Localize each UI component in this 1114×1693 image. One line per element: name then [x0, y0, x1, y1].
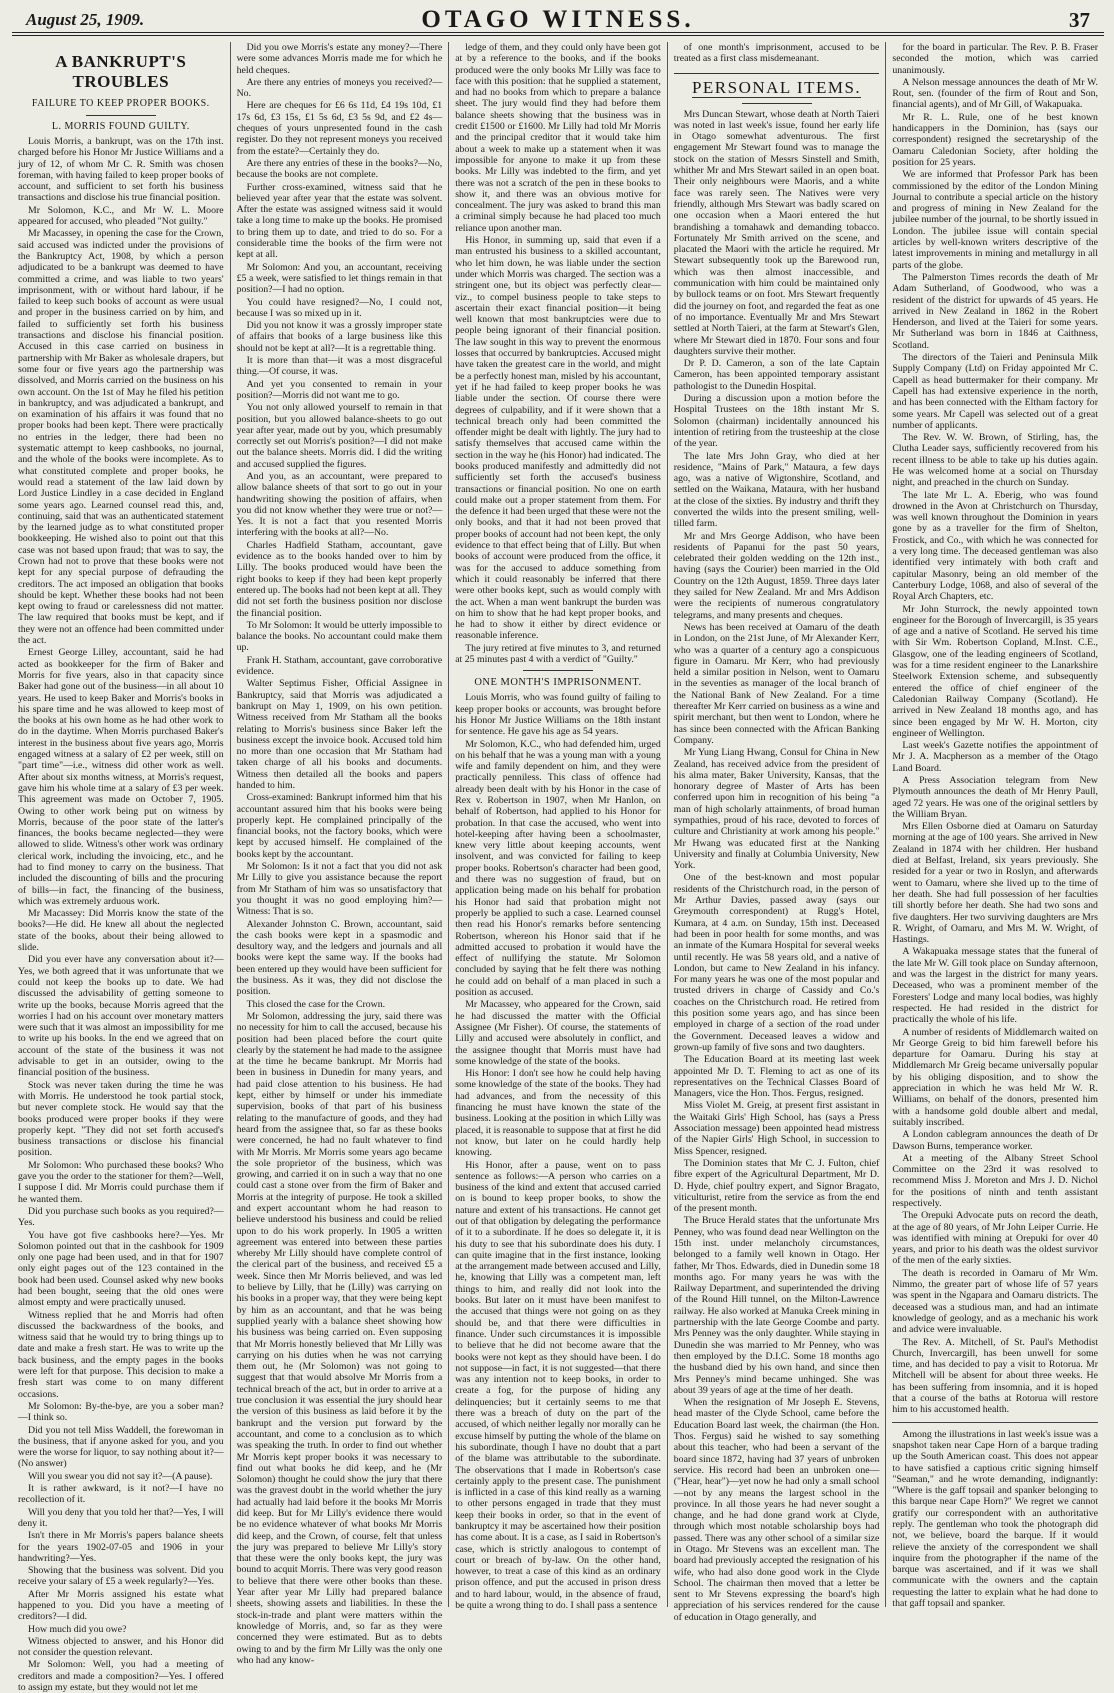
paragraph: After Mr Morris assigned his estate what happened to you. Did you have a meeting of creditors?—I did. — [18, 1588, 224, 1623]
masthead — [12, 6, 1104, 33]
divider — [86, 115, 156, 116]
paragraph: The Orepuki Advocate puts on record the death, at the age of 80 years, of Mr John Leiper Currie. He was identified with mining at Orepuki for over 40 years, and prior to his death was the oldest survivor of the men of the early sixties. — [892, 1210, 1098, 1267]
paragraph: The Rev. A. Mitchell, of St. Paul's Methodist Church, Invercargill, has been unwell for some time, and has decided to pay a visit to Rotorua. Mr Mitchell will be absent for about three weeks. He has been suffering from insomnia, and it is hoped that a course of the baths at Rotorua will restore him to his accustomed health. — [892, 1336, 1098, 1416]
newspaper-title: OTAGO WITNESS. — [421, 6, 695, 33]
paragraph: At a meeting of the Albany Street School Committee on the 23rd it was resolved to recommend Miss J. Moreton and Mrs J. D. Nichol for the positions of ninth and tenth assistant respectively. — [892, 1152, 1098, 1209]
paragraph: The death is recorded in Oamaru of Mr Wm. Nimmo, the greater part of whose life of 57 years was spent in the Ngapara and Oamaru districts. The deceased was a studious man, and had an intimate knowledge of geology, and as a mechanic his work and advice were invaluable. — [892, 1267, 1098, 1336]
paragraph: Mr Solomon: Is it not a fact that you did not ask Mr Lilly to give you assistance because the report from Mr Statham of him was so unsatisfactory that you thought it was no good employing him?—Witness: That is so. — [236, 861, 443, 918]
paragraph: for the board in particular. The Rev. P. B. Fraser seconded the motion, which was carried unanimously. — [892, 42, 1098, 76]
paragraph: The late Mr L. A. Eberig, who was found drowned in the Avon at Christchurch on Thursday, was well known throughout the Dominion in years gone by as a traveller for the firm of Shelton, Frostick, and Co., with which he was connected for a very long time. The deceased gentleman was also identified very intimately with both craft and capitular Masonry, being an old member of the Canterbury Lodge, 1068, and also of several of the Royal Arch Chapters, etc. — [892, 489, 1098, 603]
section-heading-text: PERSONAL ITEMS. — [691, 77, 862, 97]
paragraph: Louis Morris, who was found guilty of failing to keep proper books or accounts, was brought before his Honor Mr Justice Williams on the 18th instant for sentence. He gave his age as 54 years. — [455, 692, 661, 738]
paragraph: Will you swear you did not say it?—(A pause). — [28, 1470, 213, 1482]
paragraph: A Wakapuaka message states that the funeral of the late Mr W. Gill took place on Sunday afternoon, and was the largest in the district for many years. Deceased, who was a prominent member of the Foresters' Lodge and many local bodies, was highly respected. He had resided in the district for practically the whole of his life. — [892, 946, 1098, 1026]
paragraph: Among the illustrations in last week's issue was a snapshot taken near Cape Horn of a barque trading up the South American coast. This does not appear to have satisfied a captious critic signing himself "Seaman," and he wrote demanding, indignantly: "Where is the gaff topsail and spanker belonging to this barque near Cape Horn?" We regret we cannot gratify our correspondent with an authoritative reply. The gentleman who took the photograph did not, we believe, board the barque. If it would relieve the anxiety of the correspondent we shall inquire from the photographer if the name of the barque was ascertained, and if it was we shall communicate with the owners and the captain requesting the latter to explain what he had done to that gaff topsail and spanker. — [892, 1428, 1098, 1610]
paragraph: The late Mrs John Gray, who died at her residence, "Mains of Park," Mataura, a few days ago, was a native of Wigtonshire, Scotland, and settled on the Waikana, Mataura, with her husband at the close of the sixties. By industry and thrift they converted the wilds into the present smiling, well-tilled farm. — [673, 450, 880, 530]
paragraph: This closed the case for the Crown. — [246, 998, 386, 1010]
paragraph: Did you ever have any conversation about it?—Yes, we both agreed that it was unfortunate that we could not keep the books up to date. We had discussed the advisability of getting someone to write up the books, because Morris agreed that the worries I had on his account over monetary matters were such that it was almost an impossibility for me to write up his books. In the end we agreed that on account of the state of the business it was not advisable to get in an outsider, owing to the financial position of the business. — [18, 954, 224, 1079]
paragraph: The Dominion states that Mr C. J. Fulton, chief fibre expert of the Agricultural Department, Mr D. D. Hyde, chief poultry expert, and Signor Bragato, viticulturist, retire from the service as from the end of the present month. — [673, 1157, 880, 1215]
paragraph: You could have resigned?—No, I could not, because I was so mixed up in it. — [236, 296, 443, 319]
paragraph: Are there any entries of these in the books?—No, because the books are not complete. — [236, 157, 443, 181]
paragraph: His Honor, in summing up, said that even if a man entrusted his business to a skilled accountant, who let him down, he was liable under the section under which Morris was charged. The section was a stringent one, but its object was perfectly clear—viz., to compel business people to take steps to ascertain their exact financial position—it being well known that most bankruptcies were due to people being ignorant of their financial position. The law sought in this way to prevent the enormous losses that occurred by bankruptcies. Accused might have taken the greatest care in the world, and might be a perfectly honest man, misled by his accountant, yet if he had failed to keep proper books he was liable under the section. Of course there were degrees of culpability, and if it were shown that a technical breach only had been committed the offender might be dealt with lightly. The jury had to satisfy themselves that accused came within the section in the way he (his Honor) had indicated. The books produced manifestly and admittedly did not sufficiently set forth the accused's business transactions or financial position. No one on earth could make out a proper statement from them. For the defence it had been urged that these were not the only books, and that it had not been proved that proper books of account had not been kept, the only evidence to that effect being that of Lilly. But when books of account were produced from the office, it was for the accused to adduce something from which it could reasonably be inferred that there were other books kept, such as would comply with the act. When a man went bankrupt the burden was on him to show that he had kept proper books, and he had to show it either by direct evidence or reasonable inference. — [455, 235, 661, 642]
paragraph: Mr Yung Liang Hwang, Consul for China in New Zealand, has received advice from the president of his alma mater, Baker University, Kansas, that the honorary degree of Master of Arts has been conferred upon him in recognition of his being "a man of high scholarly attainments, of broad human sympathies, proud of his race, devoted to forces of culture and Christianity at work among his people." Mr Hwang was educated first at the Nanking University and finally at Columbia University, New York. — [673, 747, 880, 872]
paragraph: One of the best-known and most popular residents of the Christchurch road, in the person of Mr Arthur Davies, passed away (says our Greymouth correspondent) at Rugg's Hotel, Kumara, at 4 a.m. on Sunday, 15th inst. Deceased had been in poor health for some months, and was an inmate of the Kumara Hospital for several weeks until recently. He was 58 years old, and a native of London, but came to New Zealand in his infancy. For many years he was one of the most popular and trusted drivers in charge of Cassidy and Co.'s coaches on the Christchurch road. He retired from this position some years ago, and has since been employed in charge of a section of the road under the Government. Deceased leaves a widow and grown-up family of five sons and two daughters. — [673, 872, 880, 1053]
paragraph: Witness objected to answer, and his Honor did not consider the question relevant. — [18, 1635, 224, 1659]
paragraph: Walter Septimus Fisher, Official Assignee in Bankruptcy, said that Morris was adjudicated a bankrupt on May 1, 1909, on his own petition. Witness received from Mr Statham all the books relating to Morris's business since Baker left the business except the invoice book. Accused told him no more than one occasion that Mr Statham had taken charge of all his books and documents. Witness then detailed all the books and papers handed to him. — [236, 678, 443, 791]
masthead-rule — [12, 35, 1104, 36]
column-2 — [231, 42, 450, 1666]
paragraph: It is more than that—it was a most disgraceful thing.—Of course, it was. — [236, 355, 443, 378]
column-5 — [886, 42, 1104, 1610]
paragraph: Cross-examined: Bankrupt informed him that his accountant assured him that his books were being properly kept. He complained principally of the financial books, not the factory books, which were kept by accused himself. He complained of the books kept by the accountant. — [236, 792, 443, 860]
paragraph: Further cross-examined, witness said that he believed year after year that the estate was solvent. After the estate was assigned witness said it would take a long time to make up the books. He promised to bring them up to date, and tried to do so. For a considerable time the books of the firm were not kept at all. — [236, 181, 443, 261]
paragraph: Mr Solomon: Well, you had a meeting of creditors and made a composition?—Yes. I offered to assign my estate, but they would not let me — [18, 1659, 224, 1693]
paragraph: To Mr Solomon: It would be utterly impossible to balance the books. No accountant could make them up. — [236, 619, 443, 654]
paragraph: Witness replied that he and Morris had often discussed the backwardness of the books, and witness said that he would try to bring things up to date and make a fresh start. He was to write up the back business, and the empty pages in the books were left for that purpose. This decision to make a fresh start was come to on many different occasions. — [18, 1309, 224, 1400]
paragraph: A Press Association telegram from New Plymouth announces the death of Mr Henry Paull, aged 72 years. He was one of the original settlers by the William Bryan. — [892, 775, 1098, 820]
paragraph: When the resignation of Mr Joseph E. Stevens, head master of the Clyde School, came before the Education Board last week, the chairman (the Hon. Thos. Fergus) said he wished to say something about this teacher, who had been a servant of the board since 1872, having had 37 years of unbroken service. His record had been an unbroken one—("Hear, hear")—yet now he had only a small school—not by any means the largest school in the province. In all those years he had never sought a change, and he had done grand work at Clyde, through which most notable scholarship boys had passed. There was any other school of a similar size in Otago. Mr Stevens was an excellent man. The board had previously accepted the resignation of his wife, who had also done good work in the Clyde School. The chairman then moved that a letter be sent to Mr Stevens expressing the board's high appreciation of his services rendered for the cause of education in Otago generally, and — [673, 1397, 880, 1623]
paragraph: Stock was never taken during the time he was with Morris. He understood he took partial stock, but never complete stock. He would say that the books produced were proper books if they were properly kept. "They did not set forth accused's business transactions or disclose his financial position. — [18, 1079, 224, 1159]
paragraph: Isn't there in Mr Morris's papers balance sheets for the years 1902-07-05 and 1906 in your handwriting?—Yes. — [18, 1530, 224, 1564]
paragraph: You have got five cashbooks here?—Yes. Mr Solomon pointed out that in the cashbook for 1909 only one page had been used, and in that for 1907 only eight pages out of the 123 contained in the book had been used. Counsel asked why new books had been bought, seeing that the old ones were almost empty and were practically unused. — [18, 1229, 224, 1309]
paragraph: The jury retired at five minutes to 3, and returned at 25 minutes past 4 with a verdict of "Guilty." — [455, 642, 661, 666]
article-subhead: L. MORRIS FOUND GUILTY. — [51, 121, 190, 132]
columns — [12, 42, 1104, 1693]
paragraph: A number of residents of Middlemarch waited on Mr George Greig to bid him farewell before his departure for Oamaru. During his stay at Middlemarch Mr Greig became universally popular by his obliging disposition, and to show the appreciation in which he was held Mr W. R. Williams, on behalf of the donors, presented him with a handsome gold double albert and medal, suitably inscribed. — [892, 1026, 1098, 1128]
paragraph: Mr Solomon, K.C., who had defended him, urged on his behalf that he was a young man with a young wife and family dependent on him, and they were practically penniless. This class of offence had already been dealt with by his Honor in the case of Rex v. Robertson in 1907, when Mr Hanlon, on behalf of Robertson, had applied to his Honor for probation. In that case the accused, who went into hotel-keeping after having been a schoolmaster, knew very little about keeping accounts, went insolvent, and was convicted for failing to keep proper books. Robertson's character had been good, and there was no suggestion of fraud, but on application being made on his behalf for probation his Honor had said that probation might not properly be applied to such a case. Learned counsel then read his Honor's remarks before sentencing Robertson, whereon his Honor said that if he admitted accused to probation it would have the effect of nullifying the statute. Mr Solomon concluded by saying that he felt there was nothing he could add on behalf of a man placed in such a position as accused. — [455, 738, 661, 999]
paragraph: During a discussion upon a motion before the Hospital Trustees on the 18th instant Mr S. Solomon (chairman) incidentally announced his intention of retiring from the trusteeship at the close of the year. — [673, 393, 880, 450]
paragraph: Alexander Johnston C. Brown, accountant, said the cash books were kept in a spasmodic and desultory way, and the ledgers and journals and all books were kept the same way. If the books had been entered up they would have been sufficient for the business. As it was, they did not disclose the position. — [236, 918, 443, 998]
paragraph: Louis Morris, a bankrupt, was on the 17th inst. charged before his Honor Mr Justice Williams and a jury of 12, of whom Mr C. R. Smith was chosen foreman, with having failed to keep proper books of account, and sufficient to set forth his business transactions and disclose his true financial position. — [18, 136, 224, 204]
paragraph: Ernest George Lilley, accountant, said he had acted as bookkeeper for the firm of Baker and Morris for five years, also in that capacity since Baker had gone out of the business—in all about 10 years. He used to keep Baker and Morris's books in his spare time and he was allowed to keep most of the books at his own home as he had other work to do in the daytime. When Morris purchased Baker's interest in the business about five years ago, Morris engaged witness at a salary of £2 per week, still on "part time"—i.e., witness did other work as well. After about six months witness, at Morris's request, gave him his whole time at a salary of £3 per week. This agreement was made on October 7, 1905. Owing to other work being put on witness by Morris, because of the poor state of the latter's finances, the books became neglected—they were allowed to slide. Witness's other work was ordinary clerical work, including the invoicing, etc., and he had to find money to carry on the business. That included the discounting of bills and the procuring of bills—in fact, the financing of the business, which was extremely arduous work. — [18, 647, 224, 907]
paragraph: Mr Solomon, K.C., and Mr W. L. Moore appeared for accused, who pleaded "Not guilty." — [18, 204, 224, 228]
paragraph: Mrs Ellen Osborne died at Oamaru on Saturday morning at the age of 100 years. She arrived in New Zealand in 1874 with her children. Her husband died at Belfast, Ireland, six years previously. She resided for a year or two in Roslyn, and afterwards went to Oamaru, where she lived up to the time of her death. She had full possession of her faculties till shortly before her death. She had two sons and five daughters. Her two surviving daughters are Mrs R. Wright, of Oamaru, and Mrs M. W. Wright, of Hastings. — [892, 821, 1098, 946]
paragraph: Miss Violet M. Greig, at present first assistant in the Waitaki Girls' High School, has (says a Press Association message) been appointed head mistress of the Napier Girls' High School, in succession to Miss Spencer, resigned. — [673, 1100, 880, 1157]
column-3 — [449, 42, 668, 1612]
paragraph: Frank H. Statham, accountant, gave corroborative evidence. — [236, 654, 443, 678]
paragraph: Here are cheques for £6 6s 11d, £4 19s 10d, £1 17s 6d, £3 15s, £1 5s 6d, £3 5s 9d, and £2 4s—cheques of yours unpresented found in the cash register. Do they not represent moneys you received from the estate?—Certainly they do. — [236, 100, 443, 157]
paragraph: Mr Solomon: By-the-bye, are you a sober man?—I think so. — [18, 1400, 224, 1424]
paragraph: Did you purchase such books as you required?—Yes. — [18, 1205, 224, 1229]
paragraph: A Nelson message announces the death of Mr W. Rout, sen. (founder of the firm of Rout and Son, financial agents), and of Mr Gill, of Wakapuaka. — [892, 76, 1098, 111]
paragraph: His Honor, after a pause, went on to pass sentence as follows:—A person who carries on a business of the kind and extent that accused carried on is bound to keep proper books, to show the nature and extent of his transactions. He cannot get out of that obligation by delegating the performance of it to a subordinate. If he does so delegate it, it is his duty to see that his subordinate does his duty. I can quite imagine that in the first instance, looking at the arrangement made between accused and Lilly, he, knowing that Lilly was a competent man, left things to him, and really did not look into the books. But later on it must have been manifest to the accused that things were not going on as they should be, and that there were difficulties in finance. Under such circumstances it is impossible to believe that he did not become aware that the books were not kept as they should have been. I do not suppose—in fact, it is not suggested—that there was any intention not to keep books, in order to create a fog, for the purpose of hiding any delinquencies; but it certainly seems to me that there was a breach of duty on the part of the accused, of which neither legally nor morally can he excuse himself by putting the whole of the blame on his subordinate, though I have no doubt that a part of the blame was attributable to the subordinate. The observations that I made in Robertson's case certainly apply to the present case. The punishment is inflicted in a case of this kind really as a warning to other persons engaged in trade that they must keep their books in order, so that in the event of bankruptcy it may be ascertained how their position has come about. It is a case, as I said in Robertson's case, which is strictly analogous to contempt of court or breach of by-law. On the other hand, however, to treat a case of this kind as an ordinary prison offence, and put the accused in prison dress and to hard labour, would, in the absence of fraud, be quite a wrong thing to do. I shall pass a sentence — [455, 1159, 661, 1612]
paragraph: The Palmerston Times records the death of Mr Adam Sutherland, of Goodwood, who was a resident of the district for upwards of 45 years. He arrived in New Zealand in 1862 in the Robert Henderson, and lived at the Taieri for some years. Mr Sutherland was born in 1846 at Caithness, Scotland. — [892, 271, 1098, 351]
paragraph: And you, as an accountant, were prepared to allow balance sheets of that sort to go out in your handwriting showing the position of affairs, when you did not know whether they were true or not?—Yes. It is not a fact that you resented Morris interfering with the books at all?—No. — [236, 470, 443, 539]
paragraph: Mr Macassey, who appeared for the Crown, said he had discussed the matter with the Official Assignee (Mr Fisher). Of course, the statements of Lilly and accused were absolutely in conflict, and the assignee thought that Morris must have had some knowledge of the state of the books. — [455, 999, 661, 1067]
paragraph: Last week's Gazette notifies the appointment of Mr J. A. Macpherson as a member of the Otago Land Board. — [892, 740, 1098, 774]
paragraph: Mr Macassey, in opening the case for the Crown, said accused was indicted under the provisions of the Bankruptcy Act, 1908, by which a person adjudicated to be a bankrupt was deemed to have committed a crime, and was liable to two years' imprisonment, with or without hard labour, if he failed to keep such books of account as were usual and proper in the business carried on by him, and failed to sufficiently set forth his business transactions and disclose his financial position. Accused in this case carried on business in partnership with Mr Baker as wholesale drapers, but some four or five years ago the partnership was dissolved, and Morris carried on the business on his own account. On the 1st of May he filed his petition in bankruptcy, and was adjudicated a bankrupt, and on examination of his affairs it was found that no proper books had been kept. There were practically no entries in the ledger, there had been no systematic attempt to keep cashbooks, no journal, and the whole of the books were incomplete. As to what constituted complete and proper books, he would read a statement of the law laid down by Lord Justice Lindley in a case decided in England some years ago. Learned counsel read this, and, continuing, said that was an authenticated statement by the learned judge as to what constituted proper bookkeeping. He wished also to point out that this case was not based upon fraud; that was to say, the Crown had not to prove that these books were not kept for any special purpose of defrauding the creditors. The act imposed an obligation that books should be kept. Whether these books had not been kept owing to fraud or carelessness did not matter. The law required that books must be kept, and if they were not an offence had been committed under the act. — [18, 228, 224, 647]
paragraph: Are there any entries of moneys you received?—No. — [236, 76, 443, 100]
paragraph: It is rather awkward, is it not?—I have no recollection of it. — [18, 1483, 224, 1506]
paragraph: Mr Solomon: And you, an accountant, receiving £5 a week, were satisfied to let things remain in that position?—I had no option. — [236, 261, 443, 296]
paragraph: His Honor: I don't see how he could help having some knowledge of the state of the books. They had had advances, and from the necessity of this financing he must have known the state of the business. Looking at the position in which Lilly was placed, it is reasonable to suppose that at first he did not know, but later on he could hardly help knowing. — [455, 1068, 661, 1159]
paragraph: Will you deny that you told her that?—Yes, I will deny it. — [18, 1506, 224, 1529]
paragraph: Mr and Mrs George Addison, who have been residents of Papanui for the past 50 years, celebrated their golden wedding on the 12th inst., having (says the Courier) been married in the Old Country on the 12th August, 1859. Three days later they sailed for New Zealand. Mr and Mrs Addison were the recipients of numerous congratulatory telegrams, and many presents and cheques. — [673, 530, 880, 621]
divider — [523, 670, 593, 671]
divider — [674, 73, 880, 74]
paragraph: Charles Hadfield Statham, accountant, gave evidence as to the books handed over to him by Lilly. The books produced would have been the right books to keep if they had been kept properly entered up. The books had not been kept at all. They did not set forth the business position nor disclose the financial position. — [236, 539, 443, 619]
divider — [892, 1422, 1098, 1423]
paragraph: Did you not tell Miss Waddell, the forewoman in the business, that if anyone asked for you, and you were the worse for liquor, to say nothing about it?—(No answer) — [18, 1424, 224, 1470]
section-subhead: ONE MONTH'S IMPRISONMENT. — [474, 677, 642, 689]
column-4 — [668, 42, 887, 1623]
paragraph: Mr Macassey: Did Morris know the state of the books?—He did. He knew all about the neglected state of the books, about their being allowed to slide. — [18, 908, 224, 954]
column-1 — [12, 42, 231, 1693]
section-heading — [674, 78, 880, 98]
paragraph: The Bruce Herald states that the unfortunate Mrs Penney, who was found dead near Wellington on the 15th inst. under melancholy circumstances, belonged to a family well known in Otago. Her father, Mr Thos. Edwards, died in Dunedin some 18 months ago. For many years he was with the Railway Department, and superintended the driving of the Round Hill tunnel, on the Milton-Lawrence railway. He also worked at Manuka Creek mining in partnership with the late George Coombe and party. Mrs Penney was the only daughter. While staying in Dunedin she was married to Mr Penney, who was then employed by the D.I.C. Some 18 months ago the husband died by his own hand, and since then Mrs Penney's mind became unhinged. She was about 39 years of age at the time of her death. — [673, 1215, 880, 1396]
paragraph: The directors of the Taieri and Peninsula Milk Supply Company (Ltd) on Friday appointed Mr C. Capell as head buttermaker for their company. Mr Capell has had extensive experience in the north, and has been connected with the Eltham factory for some years. Mr Capell was selected out of a great number of applicants. — [892, 352, 1098, 431]
paragraph: The Rev. W. W. Brown, of Stirling, has, the Clutha Leader says, sufficiently recovered from his recent illness to be able to take up his duties again. He was welcomed home at a social on Thursday night, and preached in the church on Sunday. — [892, 432, 1098, 489]
article-subhead: FAILURE TO KEEP PROPER BOOKS. — [31, 98, 210, 109]
paragraph: The Education Board at its meeting last week appointed Mr D. T. Fleming to act as one of its representatives on the Technical Classes Board of Managers, vice the Hon. Thos. Fergus, resigned. — [673, 1054, 880, 1100]
article-headline: A BANKRUPT'S TROUBLES — [55, 52, 187, 91]
paragraph: Mr John Sturrock, the newly appointed town engineer for the Borough of Invercargill, is 35 years of age and a native of Scotland. He served his time with Sir Wm. Robertson Copland, M.Inst. C.E., Glasgow, one of the leading engineers of Scotland, was for a time resident engineer to the Lanarkshire Steelwork Extension scheme, and subsequently entered the office of chief engineer of the Caledonian Railway Company (Scotland). He arrived in New Zealand 18 months ago, and has since been engaged by Mr W. H. Morton, city engineer of Wellington. — [892, 603, 1098, 739]
paragraph: You not only allowed yourself to remain in that position, but you allowed balance-sheets to go out year after year, made out by you, which presumably correctly set out Morris's position?—I did not make out the balance sheets. Morris did. I did the writing and accused supplied the figures. — [236, 402, 443, 470]
paragraph: How much did you owe? — [28, 1623, 127, 1635]
paragraph: Showing that the business was solvent. Did you receive your salary of £5 a week regularly?—Yes. — [18, 1565, 224, 1588]
paragraph: Did you not know it was a grossly improper state of affairs that books of a large business like this should not be kept at all?—It is a regrettable thing. — [236, 320, 443, 354]
paragraph: We are informed that Professor Park has been commissioned by the editor of the London Mining Journal to contribute a special article on the history and progress of mining in New Zealand for the jubilee number of the journal, to be shortly issued in London. The jubilee issue will contain special articles by well-known writers descriptive of the latest improvements in mining and metallurgy in all parts of the globe. — [892, 169, 1098, 271]
paragraph: A London cablegram announces the death of Dr Dawson Burns, temperance worker. — [892, 1129, 1098, 1152]
issue-date: August 25, 1909. — [26, 10, 145, 29]
paragraph: ledge of them, and they could only have been got at by a reference to the books, and if the books produced were the only books Mr Lilly was face to face with this position: that he supplied a statement, and had no books from which to prepare a balance sheet. The jury would find they had before them balance sheets showing that the business was in credit £1500 or £1600. Mr Lilly had told Mr Morris and the principal creditor that it would take him about a week to make up a statement when it was impossible for anyone to make it up from these books. Mr Lilly was indebted to the firm, and yet there was not a scratch of the pen in these books to show it, and there was an obvious motive for concealment. The jury was asked to brand this man a criminal simply because he had placed too much reliance upon another man. — [455, 42, 661, 234]
paragraph: Did you owe Morris's estate any money?—There were some advances Morris made me for which he held cheques. — [236, 42, 443, 76]
paragraph: Mr Solomon: Who purchased these books? Who gave you the order to the stationer for them?—Well, I suppose I did. Mr Morris could purchase them if he wanted them. — [18, 1159, 224, 1205]
paragraph: Mr R. L. Rule, one of he best known handicappers in the Dominion, has (says our correspondent) resigned the secretaryship of the Oamaru Caledonian Society, after holding the position for 25 years. — [892, 111, 1098, 168]
paragraph: Dr P. D. Cameron, a son of the late Captain Cameron, has been appointed temporary assistant pathologist to the Dunedin Hospital. — [673, 358, 880, 392]
paragraph: Mr Solomon, addressing the jury, said there was no necessity for him to call the accused, because his position had been placed before the court quite clearly by the statement he had made to the assignee at the time he became bankrupt. Mr Morris had been in business in Dunedin for many years, and had paid close attention to his business. He had kept, either by himself or under his immediate supervision, books of that part of his business relating to the manufacture of goods, and they had heard from the assignee that, so far as these books were concerned, he had no fault whatever to find with Mr Morris. Mr Morris some years ago became the sole proprietor of the business, which was growing, and carried it on in such a way that no one could cast a stone over from the firm of Baker and Morris at the integrity of purpose. He took a skilled and expert accountant whom he had reason to believe understood his business and could be relied upon to do his work properly. In 1905 a written agreement was entered into between these parties whereby Mr Lilly should have complete control of the clerical part of the business, and received £5 a week. Since then Mr Morris believed, and was led to believe by Lilly, that he (Lilly) was carrying on his books in a proper way, that they were being kept by him as an accountant, and that he was being supplied yearly with a balance sheet showing how his business was being carried on. Even supposing that Mr Morris honestly believed that Mr Lilly was carrying on his duties when he was not carrying them out, he (Mr Solomon) was not going to suggest that that would absolve Mr Morris from a technical breach of the act, but in order to arrive at a true conclusion it was essential the jury should hear the version of this business as laid before it by the bankrupt and the version put forward by the accountant, and come to a conclusion as to which was speaking the truth. In order to find out whether Mr Morris kept proper books it was necessary to find out what books he did keep, and he (Mr Solomon) thought he could show the jury that there was the gravest doubt in the world whether the jury had actually had laid before it the books Mr Morris did keep. But for Mr Lilly's evidence there would be no evidence whatever of what books Mr Morris did keep, and the Crown, of course, felt that unless the jury was prepared to believe Mr Lilly's story that these were the only books kept, the jury was bound to acquit Morris. There was very good reason to believe that there were other books than these. Year after year Mr Lilly had prepared balance sheets, showing assets and liabilities. In these the stock-in-trade and plant were matters within the knowledge of Morris, and, so far as they were concerned they were estimated. But as to debts owing to and by the firm Mr Lilly was the only one who had any know- — [236, 1010, 443, 1666]
page-number: 37 — [1069, 8, 1090, 32]
divider — [742, 103, 812, 104]
paragraph: Mrs Duncan Stewart, whose death at North Taieri was noted in last week's issue, found her early life in Otago somewhat adventurous. The first engagement Mr Stewart found was to manage the stock on the station of Messrs Sinstell and Smith, whither Mr and Mrs Stewart sailed in an open boat. Their only neighbours were Maoris, and a white face was rarely seen. The Natives were very friendly, although Mrs Stewart was badly scared on one occasion when a Maori entered the hut brandishing a tomahawk and demanding tobacco. Fortunately Mr Smith arrived on the scene, and placated the Maori with the article he required. Mr Stewart subsequently took up the Barewood run, which was then almost inaccessible, and communication with him could be maintained only by bullock teams or on foot. Mrs Stewart frequently did the journey on foot, and regarded the feat as one of no importance. Eventually Mr and Mrs Stewart settled at North Taieri, at the farm at Stewart's Glen, where Mr Stewart died in 1870. Four sons and four daughters survive their mother. — [673, 108, 880, 357]
paragraph: News has been received at Oamaru of the death in London, on the 21st June, of Mr Alexander Kerr, who was a quarter of a century ago a conspicuous figure in Oamaru. Mr Kerr, who had previously held a similar position in Nelson, went to Oamaru in the seventies as manager of the local branch of the National Bank of New Zealand. For a time thereafter Mr Kerr carried on business as a wine and spirit merchant, but then went to London, where he has since been connected with the African Banking Company. — [673, 621, 880, 746]
paragraph: of one month's imprisonment, accused to be treated as a first class misdemeanant. — [673, 42, 880, 65]
paragraph: And yet you consented to remain in your position?—Morris did not want me to go. — [236, 378, 443, 401]
